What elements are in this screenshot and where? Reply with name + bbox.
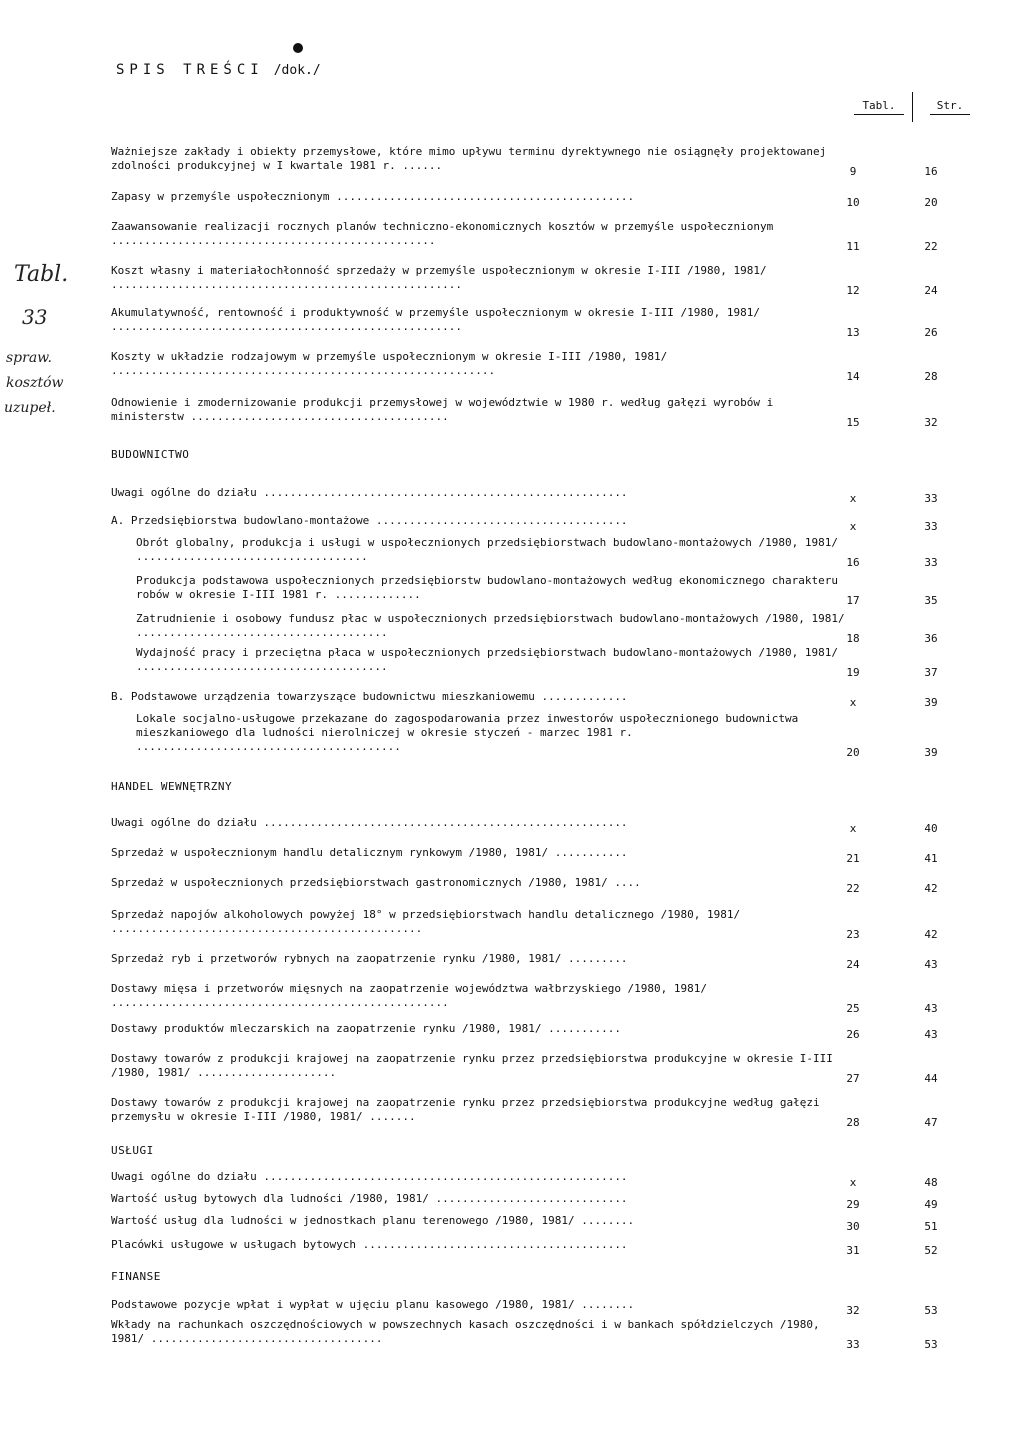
entry-tabl: 17: [846, 594, 860, 607]
entry-str: 49: [924, 1198, 938, 1211]
toc-entry: [111, 846, 951, 865]
entry-str: 48: [924, 1176, 938, 1189]
entry-str: 53: [924, 1338, 938, 1351]
toc-entry: [111, 350, 951, 383]
entry-text: Uwagi ogólne do działu .......................................................: [111, 1170, 628, 1183]
entry-tabl: 26: [846, 1028, 860, 1041]
toc-entry: [111, 1298, 951, 1317]
toc-entry: [136, 536, 951, 569]
entry-str: 47: [924, 1116, 938, 1129]
toc-entry: [111, 145, 951, 178]
column-divider: [912, 92, 913, 122]
toc-entry: [111, 982, 951, 1015]
entry-str: 53: [924, 1304, 938, 1317]
entry-text: Odnowienie i zmodernizowanie produkcji przemysłowej w województwie w 1980 r. według gałęzi wyrobów i ministerstw .......................................: [111, 396, 780, 423]
entry-tabl: 9: [849, 165, 857, 178]
entry-str: 28: [924, 370, 938, 383]
toc-entry: [111, 396, 951, 429]
entry-tabl: x: [849, 1176, 857, 1189]
toc-entry: [111, 1192, 951, 1211]
entry-tabl: 10: [846, 196, 860, 209]
entry-str: 43: [924, 1002, 938, 1015]
entry-text: Obrót globalny, produkcja i usługi w uspołecznionych przedsiębiorstwach budowlano-montażowych /1980, 1981/ ...................................: [136, 536, 845, 563]
toc-entry: [111, 306, 951, 339]
entry-text: Sprzedaż ryb i przetworów rybnych na zaopatrzenie rynku /1980, 1981/ .........: [111, 952, 628, 965]
entry-text: Uwagi ogólne do działu .......................................................: [111, 486, 628, 499]
entry-str: 33: [924, 492, 938, 505]
entry-str: 20: [924, 196, 938, 209]
entry-str: 24: [924, 284, 938, 297]
entry-str: 41: [924, 852, 938, 865]
entry-str: 32: [924, 416, 938, 429]
toc-entry: [111, 220, 951, 253]
entry-tabl: 13: [846, 326, 860, 339]
toc-entry: [111, 1214, 951, 1233]
entry-text: Dostawy mięsa i przetworów mięsnych na zaopatrzenie województwa wałbrzyskiego /1980, 1981/ ...................................................: [111, 982, 714, 1009]
entry-tabl: 30: [846, 1220, 860, 1233]
entry-text: Sprzedaż w uspołecznionym handlu detalicznym rynkowym /1980, 1981/ ...........: [111, 846, 628, 859]
punch-hole-mark: [293, 43, 303, 53]
column-header-tabl: Tabl.: [854, 99, 904, 115]
toc-entry: [111, 1052, 951, 1085]
entry-text: Zaawansowanie realizacji rocznych planów techniczno-ekonomicznych kosztów w przemyśle uspołecznionym .................................................: [111, 220, 780, 247]
entry-tabl: 28: [846, 1116, 860, 1129]
entry-text: Produkcja podstawowa uspołecznionych przedsiębiorstw budowlano-montażowych według ekonomicznego charakteru robów w okresie I-III 1981 r. .............: [136, 574, 845, 601]
entry-tabl: 31: [846, 1244, 860, 1257]
entry-str: 42: [924, 928, 938, 941]
handwritten-annotation: spraw.: [6, 350, 52, 366]
toc-entry: [111, 1022, 951, 1041]
title-continuation: /dok./: [273, 63, 321, 78]
entry-tabl: 15: [846, 416, 860, 429]
entry-str: 43: [924, 1028, 938, 1041]
handwritten-annotation: uzupeł.: [4, 400, 56, 416]
entry-text: Koszty w układzie rodzajowym w przemyśle uspołecznionym w okresie I-III /1980, 1981/ ..........................................................: [111, 350, 674, 377]
entry-text: Koszt własny i materiałochłonność sprzedaży w przemyśle uspołecznionym w okresie I-III /1980, 1981/ .....................................................: [111, 264, 774, 291]
entry-text: Podstawowe pozycje wpłat i wypłat w ujęciu planu kasowego /1980, 1981/ ........: [111, 1298, 635, 1311]
entry-tabl: 29: [846, 1198, 860, 1211]
title-text: SPIS TREŚCI: [116, 62, 264, 78]
entry-str: 16: [924, 165, 938, 178]
entry-str: 43: [924, 958, 938, 971]
toc-entry: [111, 514, 951, 533]
entry-str: 39: [924, 696, 938, 709]
entry-tabl: 18: [846, 632, 860, 645]
entry-tabl: 25: [846, 1002, 860, 1015]
page-title: [116, 62, 321, 78]
entry-tabl: 33: [846, 1338, 860, 1351]
entry-str: 51: [924, 1220, 938, 1233]
toc-entry: [111, 1170, 951, 1189]
toc-entry: [111, 876, 951, 895]
section-heading: FINANSE: [111, 1270, 161, 1283]
entry-tabl: 27: [846, 1072, 860, 1085]
entry-str: 22: [924, 240, 938, 253]
entry-text: Dostawy produktów mleczarskich na zaopatrzenie rynku /1980, 1981/ ...........: [111, 1022, 621, 1035]
entry-str: 36: [924, 632, 938, 645]
toc-entry: [111, 1318, 951, 1351]
toc-entry: [136, 712, 951, 759]
entry-tabl: 24: [846, 958, 860, 971]
entry-text: Wartość usług bytowych dla ludności /1980, 1981/ .............................: [111, 1192, 628, 1205]
entry-str: 39: [924, 746, 938, 759]
entry-text: Zapasy w przemyśle uspołecznionym .............................................: [111, 190, 635, 203]
toc-entry: [136, 574, 951, 607]
entry-tabl: x: [849, 520, 857, 533]
entry-tabl: 11: [846, 240, 860, 253]
section-heading: BUDOWNICTWO: [111, 448, 190, 461]
entry-str: 40: [924, 822, 938, 835]
entry-tabl: 23: [846, 928, 860, 941]
entry-text: Sprzedaż napojów alkoholowych powyżej 18° w przedsiębiorstwach handlu detalicznego /1980, 1981/ ...............................................: [111, 908, 747, 935]
toc-entry: [111, 190, 951, 209]
entry-text: Lokale socjalno-usługowe przekazane do zagospodarowania przez inwestorów uspołecznionego budownictwa mieszkaniowego dla ludności nierolniczej w okresie styczeń - marzec 1981 r. ........................................: [136, 712, 805, 753]
toc-entry: [111, 908, 951, 941]
entry-text: Dostawy towarów z produkcji krajowej na zaopatrzenie rynku przez przedsiębiorstwa produkcyjne w okresie I-III /1980, 1981/ .....................: [111, 1052, 840, 1079]
entry-str: 26: [924, 326, 938, 339]
entry-str: 52: [924, 1244, 938, 1257]
entry-text: Akumulatywność, rentowność i produktywność w przemyśle uspołecznionym w okresie I-III /1980, 1981/ .....................................................: [111, 306, 767, 333]
entry-text: Wartość usług dla ludności w jednostkach planu terenowego /1980, 1981/ ........: [111, 1214, 635, 1227]
entry-tabl: 16: [846, 556, 860, 569]
entry-tabl: 14: [846, 370, 860, 383]
entry-str: 35: [924, 594, 938, 607]
entry-tabl: 21: [846, 852, 860, 865]
entry-text: Uwagi ogólne do działu .......................................................: [111, 816, 628, 829]
entry-text: A. Przedsiębiorstwa budowlano-montażowe ......................................: [111, 514, 628, 527]
section-heading: HANDEL WEWNĘTRZNY: [111, 780, 233, 793]
toc-entry: [136, 612, 951, 645]
toc-entry: [111, 690, 951, 709]
entry-tabl: 20: [846, 746, 860, 759]
toc-entry: [111, 264, 951, 297]
toc-entry: [111, 486, 951, 505]
entry-tabl: 12: [846, 284, 860, 297]
entry-tabl: x: [849, 696, 857, 709]
toc-entry: [111, 952, 951, 971]
toc-entry: [111, 1238, 951, 1257]
entry-tabl: x: [849, 822, 857, 835]
handwritten-annotation: kosztów: [6, 375, 64, 391]
entry-str: 44: [924, 1072, 938, 1085]
entry-text: Sprzedaż w uspołecznionych przedsiębiorstwach gastronomicznych /1980, 1981/ ....: [111, 876, 641, 889]
entry-str: 37: [924, 666, 938, 679]
entry-str: 33: [924, 556, 938, 569]
entry-text: Zatrudnienie i osobowy fundusz płac w uspołecznionych przedsiębiorstwach budowlano-montażowych /1980, 1981/ ......................................: [136, 612, 852, 639]
section-heading: USŁUGI: [111, 1144, 154, 1157]
handwritten-annotation: 33: [22, 305, 48, 329]
entry-tabl: 19: [846, 666, 860, 679]
entry-str: 42: [924, 882, 938, 895]
entry-text: Wkłady na rachunkach oszczędnościowych w powszechnych kasach oszczędności i w bankach spółdzielczych /1980, 1981/ ...................................: [111, 1318, 827, 1345]
handwritten-annotation: Tabl.: [14, 262, 69, 287]
entry-tabl: 32: [846, 1304, 860, 1317]
column-header-str: Str.: [930, 99, 970, 115]
entry-tabl: 22: [846, 882, 860, 895]
toc-entry: [136, 646, 951, 679]
entry-text: B. Podstawowe urządzenia towarzyszące budownictwu mieszkaniowemu .............: [111, 690, 628, 703]
entry-text: Ważniejsze zakłady i obiekty przemysłowe, które mimo upływu terminu dyrektywnego nie osiągnęły projektowanej zdolności produkcyjnej w I kwartale 1981 r. ......: [111, 145, 833, 172]
entry-str: 33: [924, 520, 938, 533]
entry-text: Placówki usługowe w usługach bytowych ........................................: [111, 1238, 628, 1251]
entry-text: Wydajność pracy i przeciętna płaca w uspołecznionych przedsiębiorstwach budowlano-montażowych /1980, 1981/ ......................................: [136, 646, 845, 673]
toc-entry: [111, 816, 951, 835]
entry-text: Dostawy towarów z produkcji krajowej na zaopatrzenie rynku przez przedsiębiorstwa produkcyjne według gałęzi przemysłu w okresie I-III /1980, 1981/ .......: [111, 1096, 827, 1123]
toc-entry: [111, 1096, 951, 1129]
entry-tabl: x: [849, 492, 857, 505]
